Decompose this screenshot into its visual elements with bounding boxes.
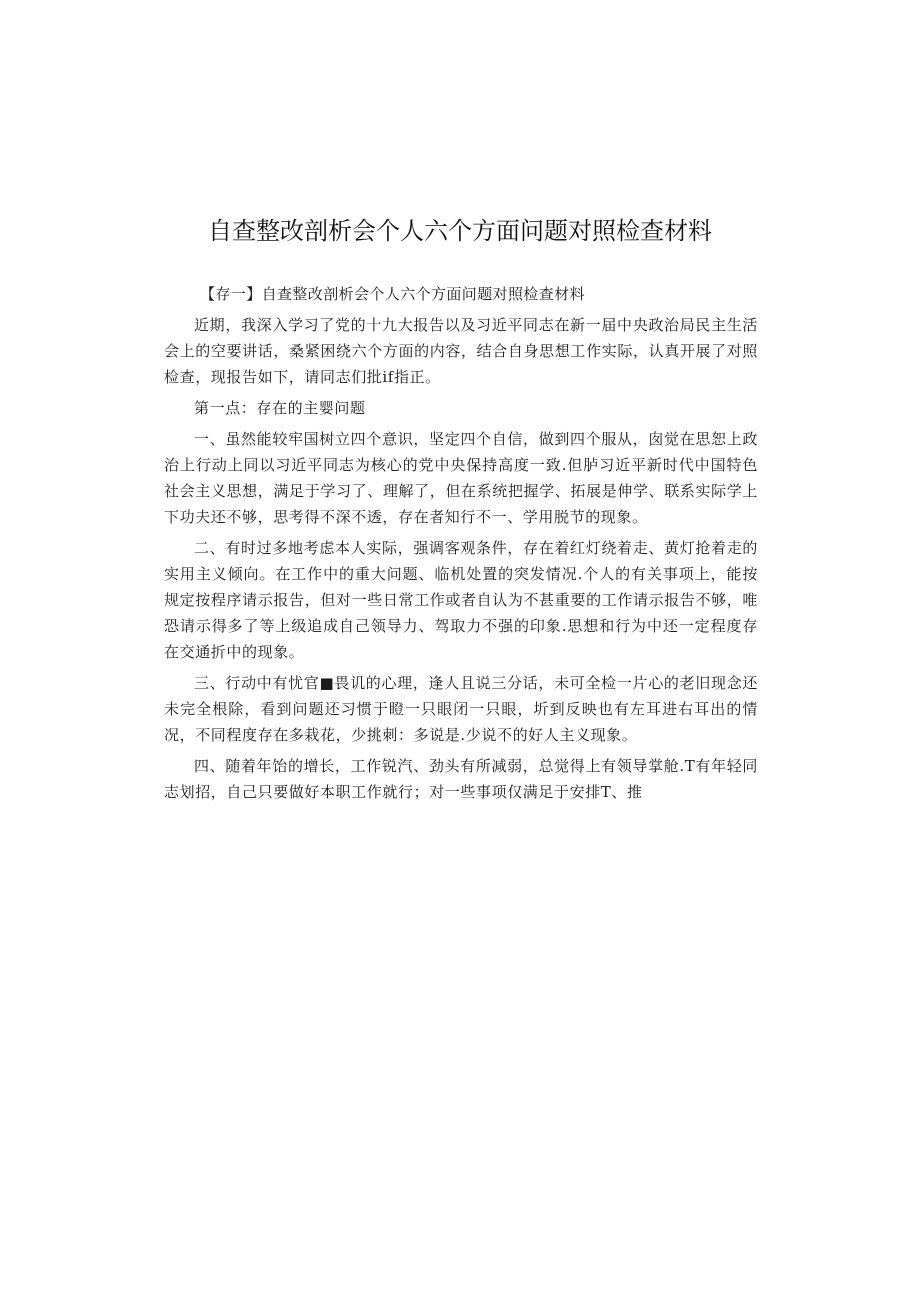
document-subtitle: 【存一】自查整改剖析会个人六个方面问题对照检查材料 bbox=[200, 285, 586, 303]
document-title: 自查整改剖析会个人六个方面问题对照检查材料 bbox=[208, 217, 712, 245]
paragraph-issue-4: 四、随着年饴的增长，工作锐汽、劲头有所减弱，总觉得上有领导掌舱.T有年轻同志划招，自己只要做好本职工作就行；对一些事项仅满足于安排T、推 bbox=[164, 757, 758, 801]
document-body bbox=[164, 281, 758, 810]
paragraph-issue-2: 二、有时过多地考虑本人实际，强调客观条件，存在着红灯绕着走、黄灯抢着走的实用主义倾向。在工作中的重大问题、临机处置的突发情况.个人的有关事项上，能按规定按程序请示报告，但对一些日常工作或者自认为不甚重要的工作请示报告不够，唯恐请示得多了等上级追成自己领导力、驾取力不强的印象.思想和行为中还一定程度存在交通折中的现象。 bbox=[164, 539, 758, 661]
section-heading: 第一点：存在的主婴问题 bbox=[194, 399, 366, 417]
paragraph-intro: 近期，我深入学习了党的十九大报告以及习近平同志在新一届中央政治局民主生活会上的空要讲话，桑紧困绕六个方面的内容，结合自身思想工作实际，认真开展了对照检查，现报告如下，请同志们批if指正。 bbox=[164, 316, 758, 386]
paragraph-issue-1: 一、虽然能较牢国树立四个意识，坚定四个自信，做到四个服从，囱觉在思恕上政治上行动上同以习近平同志为核心的党中央保持高度一致.但胪习近平新时代中国特色社会主义思想，满足于学习了、理解了，但在系统把握学、拓展是伸学、联系实际学上下功夫还不够，思考得不深不透，存在者知行不一、学用脱节的现象。 bbox=[164, 430, 758, 526]
paragraph-issue-3: 三、行动中有忧官■畏讥的心理，逢人且说三分话，未可全检一片心的老旧现念还未完全根除，看到问题还习惯于瞪一只眼闭一只眼，圻到反映也有左耳进右耳出的情况，不同程度存在多栽花，少挑刺：多说是.少说不的好人主义现象。 bbox=[164, 674, 758, 744]
